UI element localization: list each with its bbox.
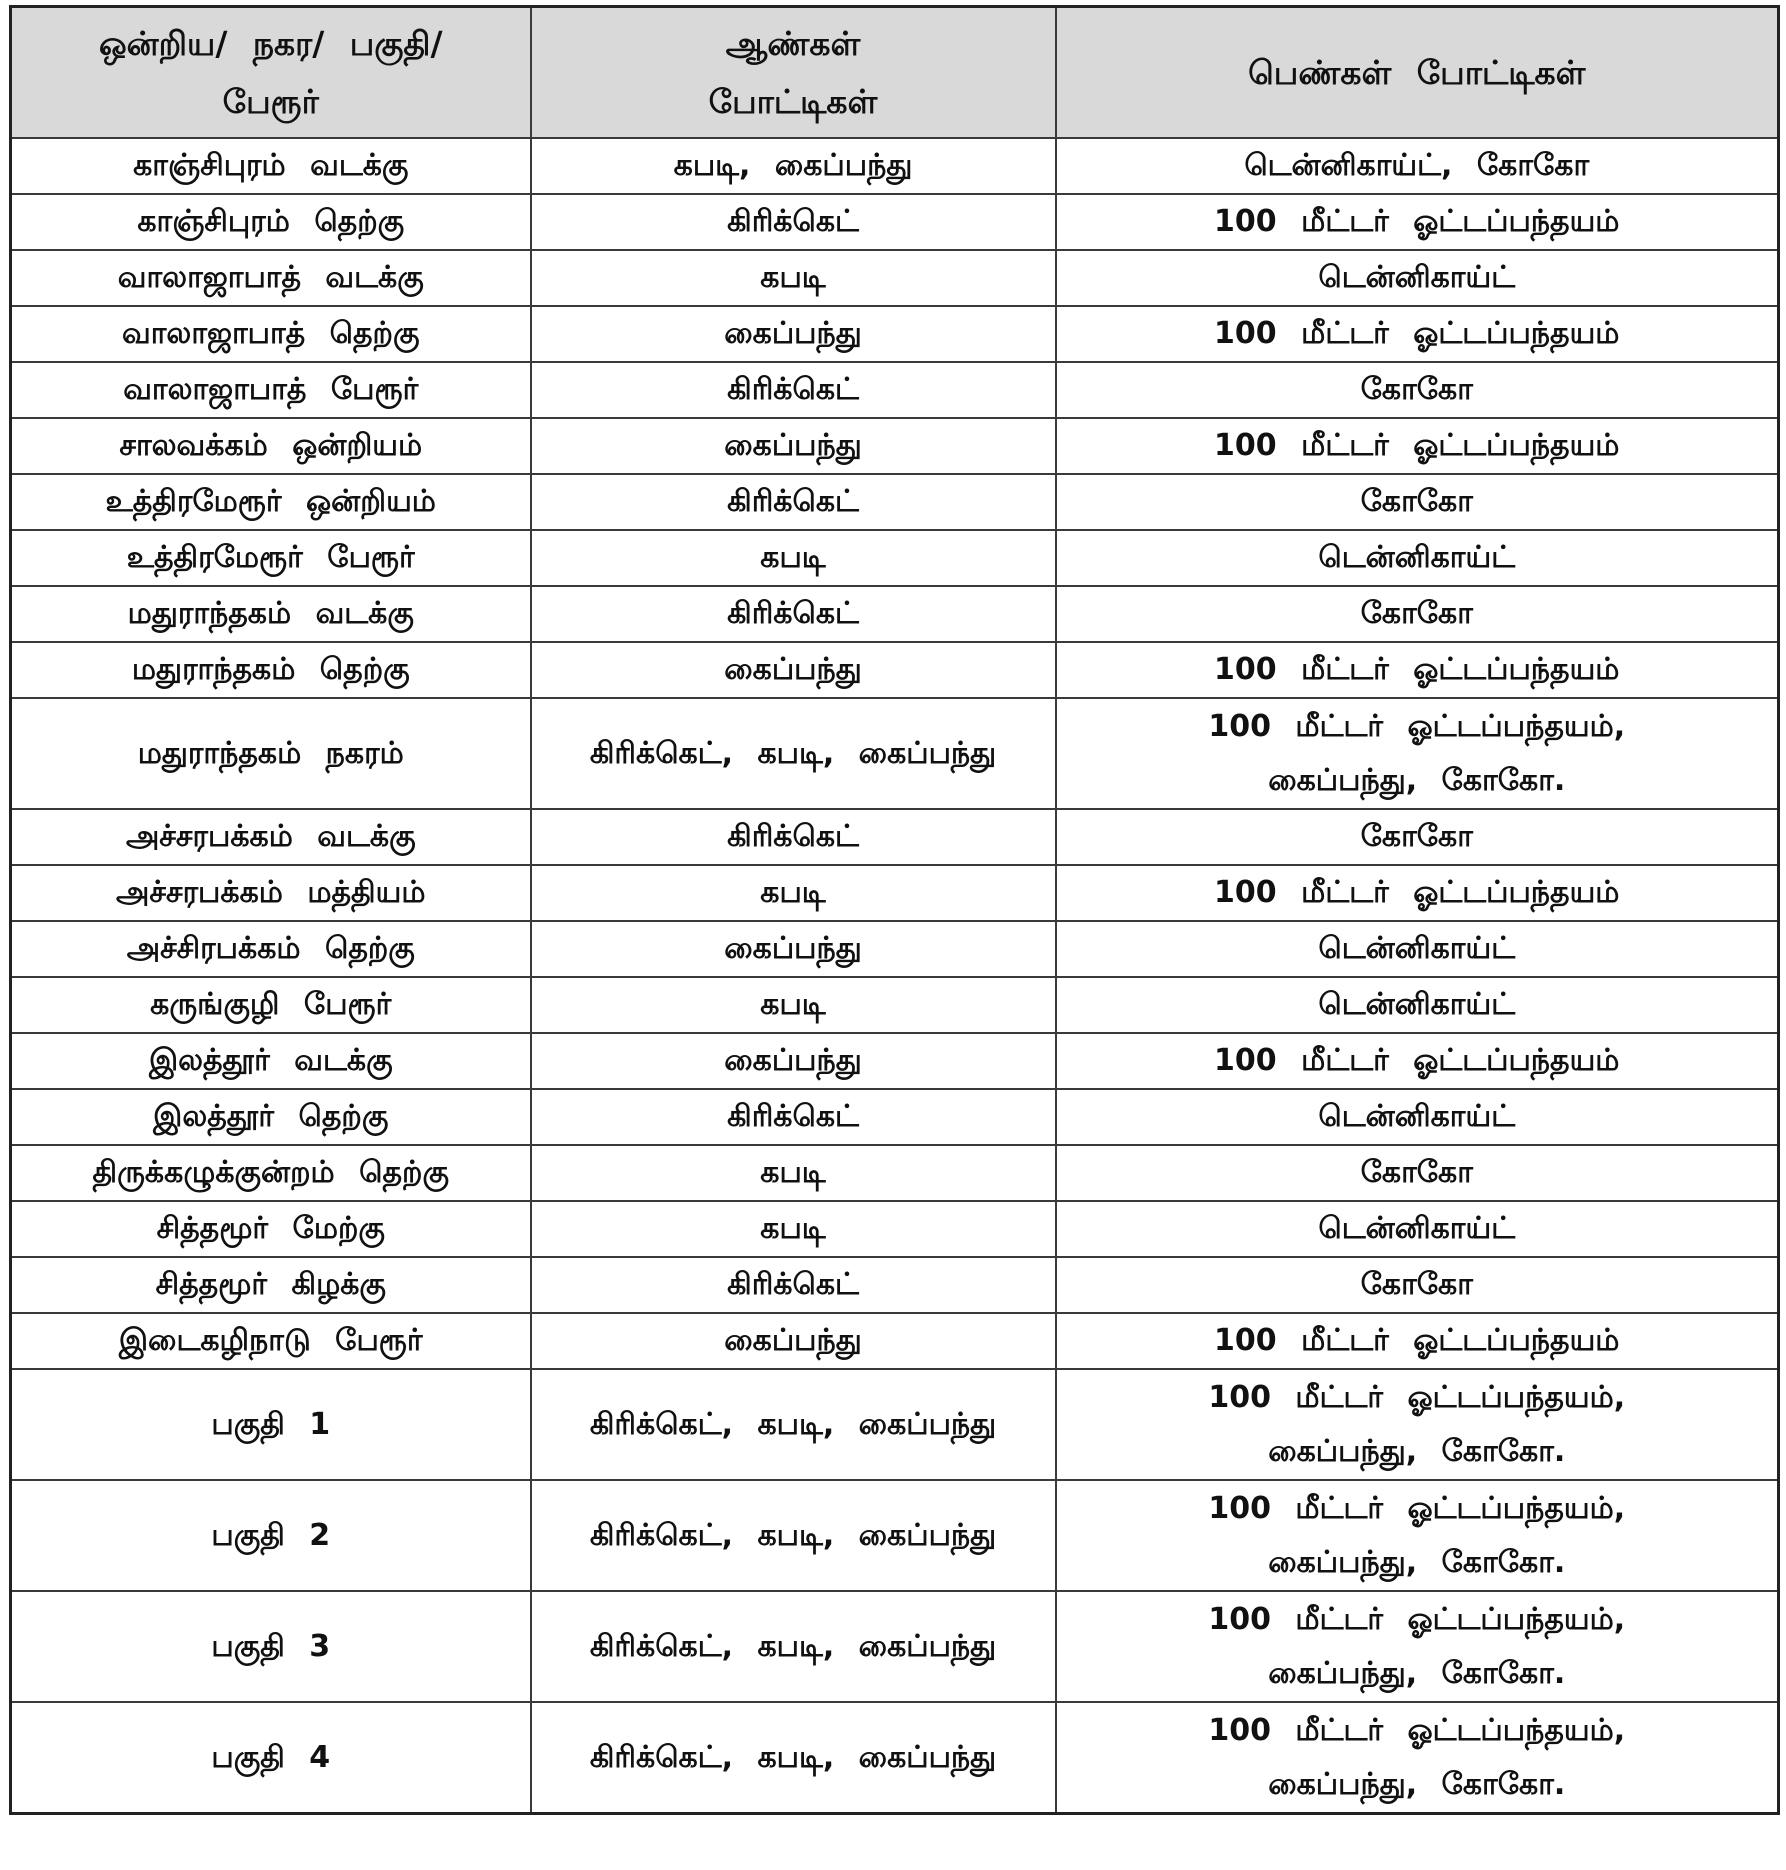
header-women bbox=[1056, 7, 1779, 139]
cell-men-events: கபடி, கைப்பந்து bbox=[531, 138, 1056, 194]
table-row bbox=[11, 977, 1779, 1033]
table-row bbox=[11, 1702, 1779, 1814]
cell-men-events: கைப்பந்து bbox=[531, 1313, 1056, 1369]
cell-men-events: கிரிக்கெட், கபடி, கைப்பந்து bbox=[531, 1480, 1056, 1591]
cell-men-events: கைப்பந்து bbox=[531, 642, 1056, 698]
cell-area: மதுராந்தகம் வடக்கு bbox=[11, 586, 531, 642]
women-events-line: டென்னிகாய்ட் bbox=[1318, 987, 1516, 1022]
cell-area: மதுராந்தகம் நகரம் bbox=[11, 698, 531, 809]
cell-men-events: கைப்பந்து bbox=[531, 921, 1056, 977]
cell-women-events bbox=[1056, 865, 1779, 921]
cell-men-events: கைப்பந்து bbox=[531, 1033, 1056, 1089]
women-events-line: கோகோ bbox=[1360, 596, 1473, 631]
cell-men-events: கபடி bbox=[531, 977, 1056, 1033]
cell-area: வாலாஜாபாத் தெற்கு bbox=[11, 306, 531, 362]
cell-men-events: கிரிக்கெட் bbox=[531, 586, 1056, 642]
competitions-table bbox=[9, 5, 1780, 1815]
cell-women-events bbox=[1056, 809, 1779, 865]
table-row bbox=[11, 362, 1779, 418]
header-area-line2: பேரூர் bbox=[222, 81, 319, 121]
table-row bbox=[11, 306, 1779, 362]
cell-men-events: கிரிக்கெட் bbox=[531, 194, 1056, 250]
cell-men-events: கபடி bbox=[531, 530, 1056, 586]
cell-area: பகுதி 4 bbox=[11, 1702, 531, 1814]
header-men-line1: ஆண்கள் bbox=[725, 23, 861, 63]
cell-men-events: கிரிக்கெட் bbox=[531, 809, 1056, 865]
women-events-line: டென்னிகாய்ட் bbox=[1318, 260, 1516, 295]
cell-area: சித்தமூர் மேற்கு bbox=[11, 1201, 531, 1257]
cell-men-events: கைப்பந்து bbox=[531, 418, 1056, 474]
table-row bbox=[11, 921, 1779, 977]
cell-area: வாலாஜாபாத் வடக்கு bbox=[11, 250, 531, 306]
cell-men-events: கிரிக்கெட் bbox=[531, 474, 1056, 530]
cell-women-events bbox=[1056, 642, 1779, 698]
cell-women-events bbox=[1056, 362, 1779, 418]
women-events-line: 100 மீட்டர் ஓட்டப்பந்தயம் bbox=[1214, 1043, 1620, 1078]
cell-men-events: கபடி bbox=[531, 865, 1056, 921]
table-row bbox=[11, 809, 1779, 865]
cell-men-events: கிரிக்கெட் bbox=[531, 362, 1056, 418]
table-row bbox=[11, 1201, 1779, 1257]
cell-area: இலத்தூர் தெற்கு bbox=[11, 1089, 531, 1145]
women-events-line: 100 மீட்டர் ஓட்டப்பந்தயம் bbox=[1214, 428, 1620, 463]
cell-men-events: கபடி bbox=[531, 250, 1056, 306]
women-events-line: கோகோ bbox=[1360, 1267, 1473, 1302]
header-men bbox=[531, 7, 1056, 139]
women-events-line: டென்னிகாய்ட் bbox=[1318, 1211, 1516, 1246]
cell-women-events bbox=[1056, 1702, 1779, 1814]
table-row bbox=[11, 474, 1779, 530]
cell-men-events: கிரிக்கெட், கபடி, கைப்பந்து bbox=[531, 1369, 1056, 1480]
cell-women-events bbox=[1056, 1089, 1779, 1145]
cell-women-events bbox=[1056, 1257, 1779, 1313]
cell-area: திருக்கழுக்குன்றம் தெற்கு bbox=[11, 1145, 531, 1201]
cell-area: கருங்குழி பேரூர் bbox=[11, 977, 531, 1033]
cell-women-events bbox=[1056, 1313, 1779, 1369]
women-events-line: 100 மீட்டர் ஓட்டப்பந்தயம், bbox=[1208, 1490, 1626, 1526]
women-events-line: கைப்பந்து, கோகோ. bbox=[1268, 1433, 1566, 1469]
women-events-line: கோகோ bbox=[1360, 1155, 1473, 1190]
women-events-line: கைப்பந்து, கோகோ. bbox=[1268, 1766, 1566, 1802]
cell-women-events bbox=[1056, 1480, 1779, 1591]
table-row bbox=[11, 138, 1779, 194]
cell-women-events bbox=[1056, 1369, 1779, 1480]
table-row bbox=[11, 1089, 1779, 1145]
table-row bbox=[11, 1313, 1779, 1369]
table-row bbox=[11, 1145, 1779, 1201]
cell-women-events bbox=[1056, 138, 1779, 194]
women-events-line: கைப்பந்து, கோகோ. bbox=[1268, 1655, 1566, 1691]
cell-women-events bbox=[1056, 977, 1779, 1033]
header-row bbox=[11, 7, 1779, 139]
table-row bbox=[11, 1480, 1779, 1591]
cell-men-events: கிரிக்கெட், கபடி, கைப்பந்து bbox=[531, 1591, 1056, 1702]
header-men-line2: போட்டிகள் bbox=[708, 81, 878, 121]
table-row bbox=[11, 1033, 1779, 1089]
cell-area: இடைகழிநாடு பேரூர் bbox=[11, 1313, 531, 1369]
table-row bbox=[11, 1369, 1779, 1480]
cell-men-events: கிரிக்கெட் bbox=[531, 1089, 1056, 1145]
cell-women-events bbox=[1056, 1201, 1779, 1257]
table-row bbox=[11, 418, 1779, 474]
women-events-line: கைப்பந்து, கோகோ. bbox=[1268, 1544, 1566, 1580]
header-area bbox=[11, 7, 531, 139]
cell-women-events bbox=[1056, 921, 1779, 977]
cell-men-events: கபடி bbox=[531, 1201, 1056, 1257]
table-row bbox=[11, 250, 1779, 306]
cell-men-events: கபடி bbox=[531, 1145, 1056, 1201]
women-events-line: 100 மீட்டர் ஓட்டப்பந்தயம் bbox=[1214, 875, 1620, 910]
cell-area: உத்திரமேரூர் பேரூர் bbox=[11, 530, 531, 586]
table-row bbox=[11, 1257, 1779, 1313]
cell-men-events: கிரிக்கெட், கபடி, கைப்பந்து bbox=[531, 698, 1056, 809]
table-row bbox=[11, 698, 1779, 809]
table-body bbox=[11, 138, 1779, 1814]
cell-area: பகுதி 3 bbox=[11, 1591, 531, 1702]
document-page bbox=[9, 5, 1777, 1815]
women-events-line: கைப்பந்து, கோகோ. bbox=[1268, 762, 1566, 798]
cell-area: பகுதி 2 bbox=[11, 1480, 531, 1591]
table-row bbox=[11, 530, 1779, 586]
table-row bbox=[11, 865, 1779, 921]
women-events-line: 100 மீட்டர் ஓட்டப்பந்தயம் bbox=[1214, 316, 1620, 351]
table-row bbox=[11, 194, 1779, 250]
cell-area: வாலாஜாபாத் பேரூர் bbox=[11, 362, 531, 418]
cell-women-events bbox=[1056, 530, 1779, 586]
cell-area: அச்சரபக்கம் மத்தியம் bbox=[11, 865, 531, 921]
women-events-line: 100 மீட்டர் ஓட்டப்பந்தயம், bbox=[1208, 1712, 1626, 1748]
women-events-line: 100 மீட்டர் ஓட்டப்பந்தயம், bbox=[1208, 708, 1626, 744]
cell-women-events bbox=[1056, 194, 1779, 250]
cell-area: காஞ்சிபுரம் வடக்கு bbox=[11, 138, 531, 194]
women-events-line: கோகோ bbox=[1360, 819, 1473, 854]
header-women-label: பெண்கள் போட்டிகள் bbox=[1248, 52, 1586, 92]
cell-area: உத்திரமேரூர் ஒன்றியம் bbox=[11, 474, 531, 530]
table-row bbox=[11, 586, 1779, 642]
women-events-line: டென்னிகாய்ட் bbox=[1318, 931, 1516, 966]
cell-women-events bbox=[1056, 1145, 1779, 1201]
cell-women-events bbox=[1056, 306, 1779, 362]
women-events-line: 100 மீட்டர் ஓட்டப்பந்தயம் bbox=[1214, 204, 1620, 239]
table-header bbox=[11, 7, 1779, 139]
women-events-line: 100 மீட்டர் ஓட்டப்பந்தயம் bbox=[1214, 1323, 1620, 1358]
cell-area: அச்சிரபக்கம் தெற்கு bbox=[11, 921, 531, 977]
cell-men-events: கிரிக்கெட் bbox=[531, 1257, 1056, 1313]
women-events-line: 100 மீட்டர் ஓட்டப்பந்தயம் bbox=[1214, 652, 1620, 687]
cell-women-events bbox=[1056, 586, 1779, 642]
women-events-line: டென்னிகாய்ட், கோகோ bbox=[1244, 148, 1590, 183]
women-events-line: கோகோ bbox=[1360, 372, 1473, 407]
cell-area: அச்சரபக்கம் வடக்கு bbox=[11, 809, 531, 865]
cell-women-events bbox=[1056, 698, 1779, 809]
header-area-line1: ஒன்றிய/ நகர/ பகுதி/ bbox=[98, 23, 443, 63]
women-events-line: 100 மீட்டர் ஓட்டப்பந்தயம், bbox=[1208, 1379, 1626, 1415]
cell-men-events: கிரிக்கெட், கபடி, கைப்பந்து bbox=[531, 1702, 1056, 1814]
cell-women-events bbox=[1056, 474, 1779, 530]
women-events-line: டென்னிகாய்ட் bbox=[1318, 540, 1516, 575]
women-events-line: 100 மீட்டர் ஓட்டப்பந்தயம், bbox=[1208, 1601, 1626, 1637]
cell-area: இலத்தூர் வடக்கு bbox=[11, 1033, 531, 1089]
table-row bbox=[11, 1591, 1779, 1702]
cell-area: சாலவக்கம் ஒன்றியம் bbox=[11, 418, 531, 474]
table-row bbox=[11, 642, 1779, 698]
cell-women-events bbox=[1056, 1033, 1779, 1089]
cell-area: மதுராந்தகம் தெற்கு bbox=[11, 642, 531, 698]
cell-men-events: கைப்பந்து bbox=[531, 306, 1056, 362]
cell-area: பகுதி 1 bbox=[11, 1369, 531, 1480]
cell-area: சித்தமூர் கிழக்கு bbox=[11, 1257, 531, 1313]
cell-women-events bbox=[1056, 1591, 1779, 1702]
women-events-line: டென்னிகாய்ட் bbox=[1318, 1099, 1516, 1134]
cell-women-events bbox=[1056, 250, 1779, 306]
women-events-line: கோகோ bbox=[1360, 484, 1473, 519]
cell-area: காஞ்சிபுரம் தெற்கு bbox=[11, 194, 531, 250]
cell-women-events bbox=[1056, 418, 1779, 474]
